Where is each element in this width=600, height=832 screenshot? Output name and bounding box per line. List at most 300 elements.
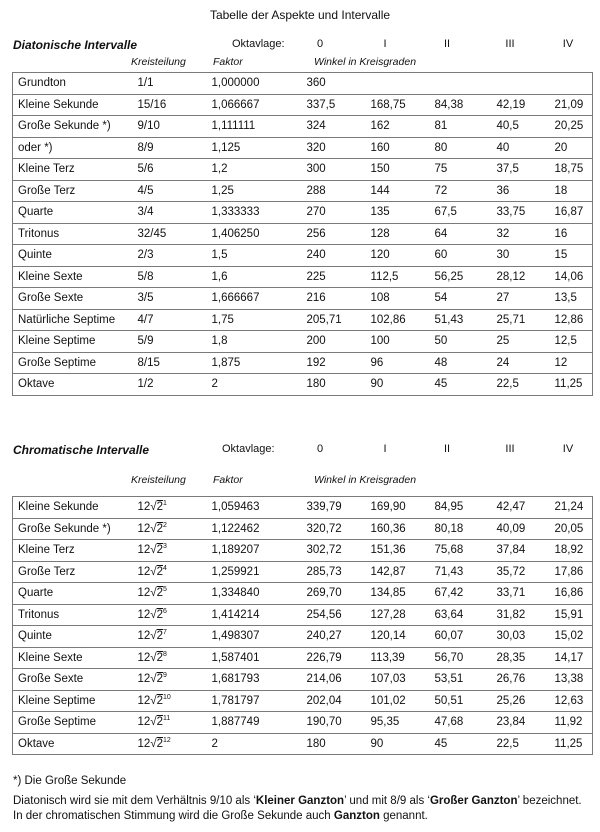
winkel-cell-1: 112,5 (371, 266, 435, 288)
faktor-cell: 1,333333 (212, 202, 307, 224)
table-row (13, 245, 593, 267)
winkel-cell-4: 21,09 (555, 94, 593, 116)
chromatic-col-winkel: Winkel in Kreisgraden (314, 474, 417, 486)
kreisteilung-cell (138, 690, 212, 712)
winkel-cell-2: 81 (435, 116, 497, 138)
winkel-cell-1: 90 (371, 733, 435, 755)
winkel-cell-4: 13,38 (555, 669, 593, 691)
faktor-cell: 1,75 (212, 309, 307, 331)
root-index: 12 (137, 544, 151, 557)
winkel-cell-0: 288 (307, 180, 371, 202)
winkel-cell-0: 360 (307, 73, 371, 95)
kreisteilung-cell (138, 669, 212, 691)
winkel-cell-3 (497, 73, 555, 95)
winkel-cell-2: 67,5 (435, 202, 497, 224)
winkel-cell-3: 35,72 (497, 561, 555, 583)
faktor-cell: 1,111111 (212, 116, 307, 138)
faktor-cell: 1,25 (212, 180, 307, 202)
winkel-cell-3: 40 (497, 137, 555, 159)
winkel-cell-3: 36 (497, 180, 555, 202)
winkel-cell-3: 22,5 (497, 733, 555, 755)
root-symbol: √ (150, 651, 157, 664)
winkel-cell-1: 120 (371, 245, 435, 267)
winkel-cell-4: 18,75 (555, 159, 593, 181)
interval-name: Tritonus (13, 223, 138, 245)
table-row (13, 374, 593, 396)
table-row (13, 159, 593, 181)
root-exponent: 2 (163, 521, 167, 529)
root-index: 12 (137, 630, 151, 643)
winkel-cell-1: 120,14 (371, 626, 435, 648)
chromatic-octave-4: IV (562, 443, 574, 455)
winkel-cell-2: 84,95 (435, 497, 497, 519)
interval-name: oder *) (13, 137, 138, 159)
table-row (13, 518, 593, 540)
root-symbol: √ (150, 673, 157, 686)
winkel-cell-1: 160 (371, 137, 435, 159)
root-base: 2 (156, 608, 164, 621)
table-row (13, 180, 593, 202)
footnote-grosser-ganzton: Großer Ganzton (429, 795, 518, 807)
diatonic-octave-1: I (383, 38, 387, 50)
winkel-cell-0: 256 (307, 223, 371, 245)
interval-name: Quarte (13, 202, 138, 224)
winkel-cell-1: 108 (371, 288, 435, 310)
winkel-cell-4: 18 (555, 180, 593, 202)
winkel-cell-0: 320 (307, 137, 371, 159)
footnote-line-1-a: Diatonisch wird sie mit dem Verhältnis 9/10 als ‘ (13, 795, 256, 807)
winkel-cell-4: 11,25 (555, 733, 593, 755)
kreisteilung-cell: 15/16 (138, 94, 212, 116)
kreisteilung-cell: 9/10 (138, 116, 212, 138)
root-index: 12 (137, 651, 151, 664)
winkel-cell-3: 25,71 (497, 309, 555, 331)
chromatic-title: Chromatische Intervalle (13, 443, 150, 457)
diatonic-octave-2: II (443, 38, 451, 50)
winkel-cell-2: 53,51 (435, 669, 497, 691)
kreisteilung-cell (138, 518, 212, 540)
kreisteilung-cell: 1/1 (138, 73, 212, 95)
winkel-cell-1: 96 (371, 352, 435, 374)
footnote-heading: *) Die Große Sekunde (13, 775, 127, 787)
winkel-cell-4: 20 (555, 137, 593, 159)
winkel-cell-0: 254,56 (307, 604, 371, 626)
kreisteilung-cell: 8/9 (138, 137, 212, 159)
table-row (13, 497, 593, 519)
winkel-cell-3: 25,26 (497, 690, 555, 712)
winkel-cell-4: 21,24 (555, 497, 593, 519)
winkel-cell-4: 15,91 (555, 604, 593, 626)
winkel-cell-0: 324 (307, 116, 371, 138)
root-index: 12 (137, 716, 151, 729)
root-symbol: √ (150, 522, 157, 535)
interval-name: Grundton (13, 73, 138, 95)
kreisteilung-cell (138, 626, 212, 648)
diatonic-octave-4: IV (562, 38, 574, 50)
chromatic-col-faktor: Faktor (213, 474, 243, 486)
winkel-cell-2: 45 (435, 374, 497, 396)
interval-name: Große Septime (13, 712, 138, 734)
root-base: 2 (156, 587, 164, 600)
winkel-cell-3: 28,35 (497, 647, 555, 669)
winkel-cell-3: 37,84 (497, 540, 555, 562)
winkel-cell-0: 300 (307, 159, 371, 181)
table-row (13, 202, 593, 224)
winkel-cell-2: 75 (435, 159, 497, 181)
winkel-cell-2: 54 (435, 288, 497, 310)
winkel-cell-0: 200 (307, 331, 371, 353)
table-row (13, 223, 593, 245)
winkel-cell-3: 24 (497, 352, 555, 374)
kreisteilung-cell: 3/4 (138, 202, 212, 224)
winkel-cell-4: 15 (555, 245, 593, 267)
faktor-cell: 1,066667 (212, 94, 307, 116)
winkel-cell-0: 205,71 (307, 309, 371, 331)
root-base: 2 (156, 694, 164, 707)
faktor-cell: 1,2 (212, 159, 307, 181)
interval-name: Quarte (13, 583, 138, 605)
winkel-cell-0: 180 (307, 374, 371, 396)
winkel-cell-4: 15,02 (555, 626, 593, 648)
winkel-cell-2: 56,25 (435, 266, 497, 288)
winkel-cell-1: 113,39 (371, 647, 435, 669)
winkel-cell-3: 25 (497, 331, 555, 353)
faktor-cell: 1,406250 (212, 223, 307, 245)
faktor-cell: 1,781797 (212, 690, 307, 712)
table-row (13, 73, 593, 95)
diatonic-octave-3: III (505, 38, 515, 50)
winkel-cell-2: 71,43 (435, 561, 497, 583)
root-base: 2 (156, 716, 164, 729)
root-exponent: 8 (163, 650, 167, 658)
root-base: 2 (156, 522, 164, 535)
winkel-cell-2: 56,70 (435, 647, 497, 669)
root-exponent: 11 (163, 715, 171, 723)
winkel-cell-2: 84,38 (435, 94, 497, 116)
table-row (13, 712, 593, 734)
winkel-cell-0: 192 (307, 352, 371, 374)
winkel-cell-2: 72 (435, 180, 497, 202)
table-row (13, 288, 593, 310)
kreisteilung-cell: 5/9 (138, 331, 212, 353)
chromatic-oktavlage-label: Oktavlage: (222, 443, 275, 455)
interval-name: Kleine Septime (13, 331, 138, 353)
root-base: 2 (156, 737, 164, 750)
table-row (13, 626, 593, 648)
winkel-cell-2: 50,51 (435, 690, 497, 712)
faktor-cell: 1,5 (212, 245, 307, 267)
winkel-cell-1: 160,36 (371, 518, 435, 540)
winkel-cell-3: 32 (497, 223, 555, 245)
winkel-cell-0: 269,70 (307, 583, 371, 605)
winkel-cell-1: 135 (371, 202, 435, 224)
winkel-cell-2: 67,42 (435, 583, 497, 605)
winkel-cell-3: 28,12 (497, 266, 555, 288)
root-exponent: 12 (163, 736, 171, 744)
winkel-cell-3: 33,71 (497, 583, 555, 605)
kreisteilung-cell (138, 604, 212, 626)
interval-name: Kleine Septime (13, 690, 138, 712)
kreisteilung-cell (138, 733, 212, 755)
kreisteilung-cell: 5/6 (138, 159, 212, 181)
winkel-cell-1: 151,36 (371, 540, 435, 562)
winkel-cell-1: 101,02 (371, 690, 435, 712)
faktor-cell: 1,6 (212, 266, 307, 288)
interval-name: Große Septime (13, 352, 138, 374)
table-row (13, 733, 593, 755)
root-exponent: 6 (163, 607, 167, 615)
root-index: 12 (137, 587, 151, 600)
faktor-cell: 2 (212, 733, 307, 755)
winkel-cell-2: 63,64 (435, 604, 497, 626)
root-exponent: 10 (163, 693, 171, 701)
root-symbol: √ (150, 587, 157, 600)
root-base: 2 (156, 544, 164, 557)
root-index: 12 (137, 694, 151, 707)
faktor-cell: 1,887749 (212, 712, 307, 734)
winkel-cell-0: 226,79 (307, 647, 371, 669)
winkel-cell-2: 75,68 (435, 540, 497, 562)
root-index: 12 (137, 522, 151, 535)
winkel-cell-3: 40,09 (497, 518, 555, 540)
kreisteilung-cell: 32/45 (138, 223, 212, 245)
root-exponent: 4 (163, 564, 167, 572)
winkel-cell-0: 225 (307, 266, 371, 288)
winkel-cell-0: 285,73 (307, 561, 371, 583)
interval-name: Große Sexte (13, 288, 138, 310)
winkel-cell-3: 30 (497, 245, 555, 267)
kreisteilung-cell: 3/5 (138, 288, 212, 310)
winkel-cell-2: 50 (435, 331, 497, 353)
interval-name: Kleine Sekunde (13, 497, 138, 519)
winkel-cell-1: 134,85 (371, 583, 435, 605)
kreisteilung-cell (138, 561, 212, 583)
winkel-cell-2: 64 (435, 223, 497, 245)
root-symbol: √ (150, 565, 157, 578)
table-row (13, 540, 593, 562)
winkel-cell-1: 128 (371, 223, 435, 245)
winkel-cell-2: 80,18 (435, 518, 497, 540)
table-row (13, 331, 593, 353)
interval-name: Tritonus (13, 604, 138, 626)
faktor-cell: 1,125 (212, 137, 307, 159)
interval-name: Quinte (13, 626, 138, 648)
table-row (13, 561, 593, 583)
faktor-cell: 1,414214 (212, 604, 307, 626)
table-row (13, 94, 593, 116)
diatonic-col-kreisteilung: Kreisteilung (131, 56, 186, 68)
winkel-cell-1: 169,90 (371, 497, 435, 519)
winkel-cell-4: 12,63 (555, 690, 593, 712)
winkel-cell-3: 33,75 (497, 202, 555, 224)
winkel-cell-4: 20,05 (555, 518, 593, 540)
root-exponent: 9 (163, 672, 167, 680)
winkel-cell-4: 16,87 (555, 202, 593, 224)
winkel-cell-4: 16 (555, 223, 593, 245)
winkel-cell-4: 20,25 (555, 116, 593, 138)
root-symbol: √ (150, 544, 157, 557)
winkel-cell-3: 22,5 (497, 374, 555, 396)
root-exponent: 5 (163, 586, 167, 594)
winkel-cell-1: 127,28 (371, 604, 435, 626)
winkel-cell-3: 26,76 (497, 669, 555, 691)
winkel-cell-0: 240,27 (307, 626, 371, 648)
faktor-cell: 1,8 (212, 331, 307, 353)
interval-name: Kleine Sekunde (13, 94, 138, 116)
winkel-cell-1: 144 (371, 180, 435, 202)
interval-name: Kleine Terz (13, 159, 138, 181)
winkel-cell-3: 42,19 (497, 94, 555, 116)
faktor-cell: 1,587401 (212, 647, 307, 669)
interval-name: Natürliche Septime (13, 309, 138, 331)
footnote-line-1-e: ’ bezeichnet. (517, 795, 582, 807)
interval-name: Große Terz (13, 180, 138, 202)
table-row (13, 669, 593, 691)
kreisteilung-cell: 5/8 (138, 266, 212, 288)
kreisteilung-cell (138, 497, 212, 519)
table-row (13, 116, 593, 138)
table-row (13, 352, 593, 374)
root-index: 12 (137, 501, 151, 514)
winkel-cell-1: 107,03 (371, 669, 435, 691)
diatonic-col-faktor: Faktor (213, 56, 243, 68)
kreisteilung-cell (138, 583, 212, 605)
interval-name: Große Sekunde *) (13, 518, 138, 540)
faktor-cell: 1,259921 (212, 561, 307, 583)
winkel-cell-1: 162 (371, 116, 435, 138)
winkel-cell-3: 23,84 (497, 712, 555, 734)
faktor-cell: 1,059463 (212, 497, 307, 519)
kreisteilung-cell: 8/15 (138, 352, 212, 374)
kreisteilung-cell: 1/2 (138, 374, 212, 396)
faktor-cell: 1,000000 (212, 73, 307, 95)
root-exponent: 7 (163, 629, 167, 637)
winkel-cell-4: 14,17 (555, 647, 593, 669)
winkel-cell-4: 18,92 (555, 540, 593, 562)
winkel-cell-0: 339,79 (307, 497, 371, 519)
chromatic-octave-3: III (505, 443, 515, 455)
table-row (13, 647, 593, 669)
winkel-cell-0: 302,72 (307, 540, 371, 562)
kreisteilung-cell: 2/3 (138, 245, 212, 267)
winkel-cell-2: 60 (435, 245, 497, 267)
winkel-cell-3: 40,5 (497, 116, 555, 138)
diatonic-oktavlage-label: Oktavlage: (232, 38, 285, 50)
interval-name: Oktave (13, 733, 138, 755)
root-exponent: 3 (163, 543, 167, 551)
table-row (13, 690, 593, 712)
root-symbol: √ (150, 737, 157, 750)
winkel-cell-0: 216 (307, 288, 371, 310)
interval-name: Kleine Terz (13, 540, 138, 562)
interval-name: Kleine Sexte (13, 266, 138, 288)
winkel-cell-3: 27 (497, 288, 555, 310)
diatonic-octave-0: 0 (316, 38, 324, 50)
table-row (13, 604, 593, 626)
winkel-cell-4: 12,86 (555, 309, 593, 331)
winkel-cell-2: 48 (435, 352, 497, 374)
winkel-cell-4: 12,5 (555, 331, 593, 353)
winkel-cell-0: 270 (307, 202, 371, 224)
chromatic-table (12, 496, 593, 755)
faktor-cell: 1,334840 (212, 583, 307, 605)
footnote-line-2 (13, 809, 593, 824)
interval-name: Kleine Sexte (13, 647, 138, 669)
root-index: 12 (137, 608, 151, 621)
footnote (13, 774, 593, 824)
root-base: 2 (156, 565, 164, 578)
winkel-cell-1: 168,75 (371, 94, 435, 116)
winkel-cell-1: 95,35 (371, 712, 435, 734)
footnote-ganzton: Ganzton (333, 810, 380, 822)
winkel-cell-1: 100 (371, 331, 435, 353)
winkel-cell-4: 16,86 (555, 583, 593, 605)
footnote-line-2-a: In der chromatischen Stimmung wird die Große Sekunde auch (13, 810, 334, 822)
root-base: 2 (156, 673, 164, 686)
chromatic-octave-2: II (443, 443, 451, 455)
winkel-cell-4: 14,06 (555, 266, 593, 288)
faktor-cell: 1,666667 (212, 288, 307, 310)
interval-name: Oktave (13, 374, 138, 396)
root-exponent: 1 (163, 500, 167, 508)
chromatic-octave-1: I (383, 443, 387, 455)
winkel-cell-3: 31,82 (497, 604, 555, 626)
winkel-cell-3: 37,5 (497, 159, 555, 181)
kreisteilung-cell: 4/7 (138, 309, 212, 331)
kreisteilung-cell (138, 647, 212, 669)
winkel-cell-1: 102,86 (371, 309, 435, 331)
faktor-cell: 1,498307 (212, 626, 307, 648)
root-symbol: √ (150, 501, 157, 514)
footnote-line-2-c: genannt. (379, 810, 428, 822)
faktor-cell: 1,875 (212, 352, 307, 374)
root-index: 12 (137, 565, 151, 578)
table-row (13, 266, 593, 288)
diatonic-title: Diatonische Intervalle (13, 38, 138, 52)
winkel-cell-0: 320,72 (307, 518, 371, 540)
root-symbol: √ (150, 716, 157, 729)
table-row (13, 309, 593, 331)
interval-name: Große Sexte (13, 669, 138, 691)
root-index: 12 (137, 737, 151, 750)
chromatic-col-kreisteilung: Kreisteilung (131, 474, 186, 486)
chromatic-octave-0: 0 (316, 443, 324, 455)
root-base: 2 (156, 651, 164, 664)
winkel-cell-2: 45 (435, 733, 497, 755)
winkel-cell-4: 11,92 (555, 712, 593, 734)
winkel-cell-4: 17,86 (555, 561, 593, 583)
winkel-cell-1 (371, 73, 435, 95)
root-base: 2 (156, 501, 164, 514)
kreisteilung-cell (138, 540, 212, 562)
faktor-cell: 1,189207 (212, 540, 307, 562)
winkel-cell-4 (555, 73, 593, 95)
faktor-cell: 1,122462 (212, 518, 307, 540)
diatonic-table (12, 72, 593, 396)
page-title: Tabelle der Aspekte und Intervalle (209, 8, 391, 22)
faktor-cell: 2 (212, 374, 307, 396)
winkel-cell-1: 90 (371, 374, 435, 396)
winkel-cell-2: 51,43 (435, 309, 497, 331)
footnote-line-1-c: ’ und mit 8/9 als ‘ (344, 795, 430, 807)
winkel-cell-3: 30,03 (497, 626, 555, 648)
winkel-cell-0: 337,5 (307, 94, 371, 116)
interval-name: Große Sekunde *) (13, 116, 138, 138)
footnote-kleiner-ganzton: Kleiner Ganzton (255, 795, 345, 807)
interval-name: Quinte (13, 245, 138, 267)
winkel-cell-0: 190,70 (307, 712, 371, 734)
winkel-cell-1: 150 (371, 159, 435, 181)
